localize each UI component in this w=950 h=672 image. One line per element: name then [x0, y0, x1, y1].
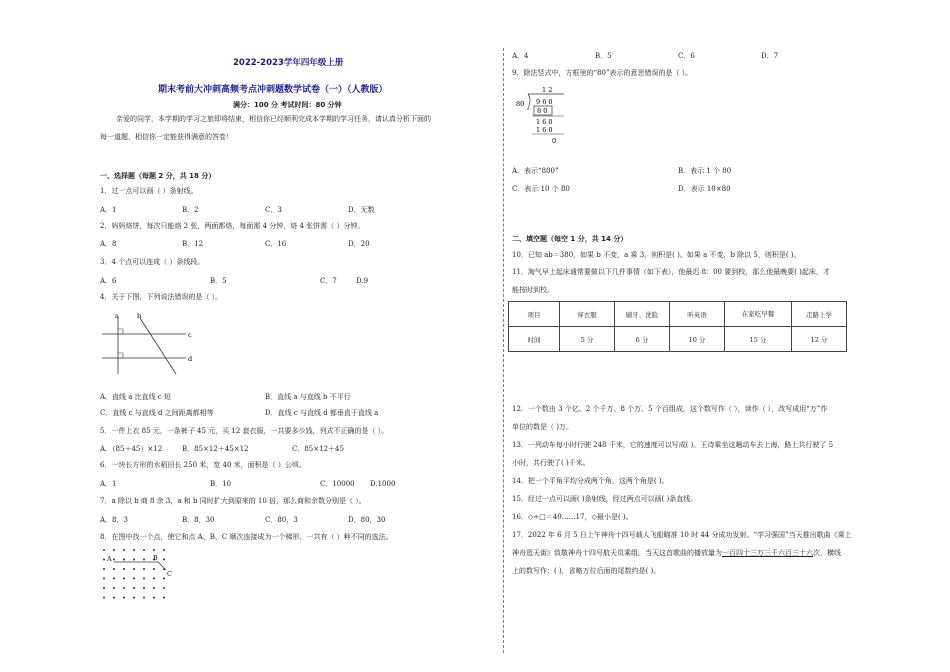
q7-option-b: B．8，30: [182, 516, 215, 524]
q17-underlined-number: 一百四十三万三千六百三十六: [722, 549, 813, 557]
q5-option-a: A．（85＋45）×12: [100, 445, 163, 453]
question-2: 2．妈妈烙饼，每次只能烙 2 张，两面都烙，每面需 4 分钟，烙 4 张饼需（ ）分钟。: [100, 222, 365, 230]
q9-dividend: 9 6 0: [536, 98, 553, 106]
intro-line-1: 亲爱的同学，本学期的学习之旅即将结束，相信你已经顺利完成本学期的学习任务，请认真分析下面的: [116, 115, 431, 123]
grid-dot: [123, 568, 125, 570]
question-13-line-1: 13．一列动车每小时行驶 248 千米，它的速度可以写成( )。王诗乘坐这趟动车去上海，路上共行驶了 5: [512, 441, 834, 449]
section-1-heading: 一、选择题（每题 2 分，共 18 分）: [100, 172, 216, 180]
q2-option-d: D．20: [348, 240, 370, 248]
question-1: 1．过一点可以画（ ）条射线。: [100, 187, 198, 195]
title-line-1: 2022-2023学年四年级上册: [233, 58, 344, 68]
grid-dot: [103, 559, 105, 561]
grid-dot: [133, 597, 135, 599]
question-12-line-1: 12．一个数由 3 个亿、2 个千万、8 个万、5 个百组成，这个数写作（ ），读作（ ），改写成用“万”作: [512, 405, 828, 413]
question-8: 8．在图中找一个点，使它和点 A、B、C 顺次连接成为一个梯形，一共有（ ）种不同的选法。: [100, 533, 393, 541]
grid-dot: [163, 559, 165, 561]
grid-dot: [113, 559, 115, 561]
q9-option-d: D．表示 10×80: [678, 185, 731, 193]
table-cell: 10 分: [670, 327, 725, 352]
q2-option-b: B．12: [182, 240, 204, 248]
grid-dot: [103, 587, 105, 589]
title-line-2: 期末考前大冲刺高频考点冲刺题数学试卷（一）（人教版）: [158, 85, 388, 95]
grid-dot: [153, 587, 155, 589]
q8-point-a: A: [107, 555, 112, 563]
q2-option-c: C．16: [265, 240, 287, 248]
grid-dot: [113, 549, 115, 551]
table-cell: 12 分: [792, 327, 847, 352]
table-cell: 6 分: [615, 327, 670, 352]
q8-option-d: D．7: [761, 52, 779, 60]
q6-option-c: C．10000: [320, 480, 355, 488]
question-17-line-2: [512, 549, 841, 558]
table-row: [509, 302, 847, 327]
section-2-heading: 二、填空题（每空 1 分，共 14 分）: [512, 235, 628, 243]
grid-dot: [113, 587, 115, 589]
grid-dot: [113, 568, 115, 570]
grid-dot: [143, 587, 145, 589]
question-6: 6．一块长方形的水稻田长 250 米，宽 40 米，面积是（ ）公顷。: [100, 461, 306, 469]
question-12-line-2: 单位的数是（ )万。: [512, 423, 573, 431]
table-header-cell: 听英语: [670, 302, 725, 327]
grid-dot: [123, 587, 125, 589]
q1-option-b: B．2: [182, 206, 199, 214]
grid-dot: [103, 549, 105, 551]
q4-label-b: b: [137, 312, 142, 320]
q8-dot-grid-figure: [100, 546, 180, 606]
q5-option-b: B．85×12＋45×12: [182, 445, 249, 453]
grid-dot: [133, 578, 135, 580]
table-header-cell: 项目: [509, 302, 560, 327]
question-14: 14．把一个平角平均分成两个角，这两个角是( )。: [512, 477, 669, 485]
q5-option-c: C．85×12＋45: [292, 445, 344, 453]
table-header-cell: 在家吃早餐: [725, 302, 792, 327]
question-17-line-3: 上的数写作：( )，省略万位后面的尾数约是( )。: [512, 567, 661, 575]
table-cell: 时间: [509, 327, 560, 352]
q7-option-c: C．80，3: [265, 516, 298, 524]
grid-dot: [143, 597, 145, 599]
q9-remainder: 0: [552, 137, 557, 145]
question-5: 5．一件上衣 85 元，一条裤子 45 元，买 12 套衣服，一共要多少钱，列式不正确的是（ ）。: [100, 427, 389, 435]
table-header-cell: 刷牙、洗脸: [615, 302, 670, 327]
q4-lines-figure: [100, 310, 200, 374]
table-row: [509, 327, 847, 352]
q4-option-b: B．直线 a 与直线 b 不平行: [265, 393, 351, 401]
q7-option-a: A．8，3: [100, 516, 128, 524]
grid-dot: [163, 587, 165, 589]
question-4: 4．关于下图，下列说法错误的是（ ）。: [100, 293, 223, 301]
q8-point-b: B: [153, 554, 158, 562]
q9-option-a: A．表示“800”: [512, 167, 559, 175]
grid-dot: [113, 578, 115, 580]
q1-option-d: D．无数: [348, 206, 375, 214]
question-9: 9．除法竖式中，方框里的“80”表示的意思错误的是（ ）。: [512, 69, 693, 77]
q4-option-a: A．直线 a 比直线 c 短: [100, 393, 172, 401]
grid-dot: [163, 578, 165, 580]
intro-line-2: 每一道题，相信你一定能获得满意的答卷！: [100, 133, 233, 141]
q9-long-division-figure: [512, 84, 572, 148]
question-17-line-1: 17．2022 年 6 月 5 日上午神舟十四号载人飞船瞄准 10 时 44 分成功发射。“学习强国”当天推出歌曲《乘上: [512, 531, 852, 539]
q4-option-d: D．直线 c 与直线 d 都垂直于直线 a: [265, 409, 379, 417]
table-header-cell: 走路上学: [792, 302, 847, 327]
q1-option-a: A．1: [100, 206, 117, 214]
grid-dot: [153, 597, 155, 599]
question-7: 7．a 除以 b 商 8 余 3，a 和 b 同时扩大到原来的 10 倍，那么商和余数分别是（ ）。: [100, 497, 366, 505]
grid-dot: [163, 549, 165, 551]
question-15: 15．经过一点可以画( )条射线，经过两点可以画( )条直线。: [512, 495, 698, 503]
q8-option-b: B．5: [595, 52, 612, 60]
question-11-line-2: 能按时到校。: [512, 286, 554, 294]
grid-dot: [143, 578, 145, 580]
grid-dot: [133, 549, 135, 551]
q9-step-2: 1 6 0: [536, 118, 553, 126]
grid-dot: [133, 587, 135, 589]
question-13-line-2: 小时，共行驶了( )千米。: [512, 459, 590, 467]
q17-text-b: 次，横线: [813, 549, 841, 557]
grid-dot: [143, 568, 145, 570]
q9-divisor: 80: [516, 100, 525, 108]
column-divider: [503, 48, 504, 653]
grid-dot: [103, 597, 105, 599]
q9-step-1: 8 0: [537, 107, 548, 115]
q4-option-c: C．直线 c 与直线 d 之间距离都相等: [100, 409, 214, 417]
question-3: 3．4 个点可以连成（ ）条线段。: [100, 258, 205, 266]
q3-option-b: B．5: [210, 277, 227, 285]
q1-option-c: C．3: [265, 206, 282, 214]
question-10: 10．已知 ab＝380，如果 b 不变，a 乘 3，则积是( )。如果 a 不变，b 除以 5，则积是( )。: [512, 251, 801, 259]
grid-dot: [123, 549, 125, 551]
q9-quotient: 1 2: [542, 86, 553, 94]
q2-option-a: A．8: [100, 240, 117, 248]
grid-dot: [103, 568, 105, 570]
grid-dot: [153, 578, 155, 580]
grid-dot: [123, 578, 125, 580]
grid-dot: [133, 559, 135, 561]
grid-dot: [153, 549, 155, 551]
q9-option-c: C．表示 10 个 80: [512, 185, 570, 193]
question-16: 16．◇÷□＝40……17，◇最小是( )。: [512, 513, 633, 521]
q7-option-d: D．80，30: [348, 516, 386, 524]
table-cell: 5 分: [560, 327, 615, 352]
grid-dot: [133, 568, 135, 570]
q8-option-c: C．6: [678, 52, 695, 60]
morning-schedule-table: [508, 301, 847, 352]
q8-option-a: A．4: [512, 52, 529, 60]
grid-dot: [143, 559, 145, 561]
grid-dot: [123, 597, 125, 599]
q6-option-b: B．10: [210, 480, 232, 488]
q9-option-b: B．表示 1 个 80: [678, 167, 732, 175]
q3-option-c: C．7: [320, 277, 337, 285]
score-time: 满分：100 分 考试时间：80 分钟: [233, 101, 342, 109]
q4-label-d: d: [188, 355, 193, 363]
q4-label-a: a: [115, 312, 119, 320]
grid-dot: [143, 549, 145, 551]
q6-option-d: D.1000: [370, 480, 396, 488]
q3-option-a: A．6: [100, 277, 117, 285]
q9-step-3: 1 6 0: [536, 126, 553, 134]
q8-point-c: C: [167, 570, 172, 578]
grid-dot: [123, 559, 125, 561]
q17-text-a: 神舟逛天街》致敬神舟十四号航天员乘组。当天这首歌曲的播放量为: [512, 549, 722, 557]
grid-dot: [113, 597, 115, 599]
grid-dot: [103, 578, 105, 580]
table-header-cell: 穿衣服: [560, 302, 615, 327]
q4-label-c: c: [188, 331, 192, 339]
question-11-line-1: 11．淘气早上起床通常要做以下几件事情（如下表），他最迟 8：00 要到校，那么他最晚要( )起床，才: [512, 268, 830, 276]
q3-option-d: D.9: [356, 277, 369, 285]
q6-option-a: A．1: [100, 480, 117, 488]
grid-dot: [153, 568, 155, 570]
grid-dot: [163, 597, 165, 599]
table-cell: 15 分: [725, 327, 792, 352]
